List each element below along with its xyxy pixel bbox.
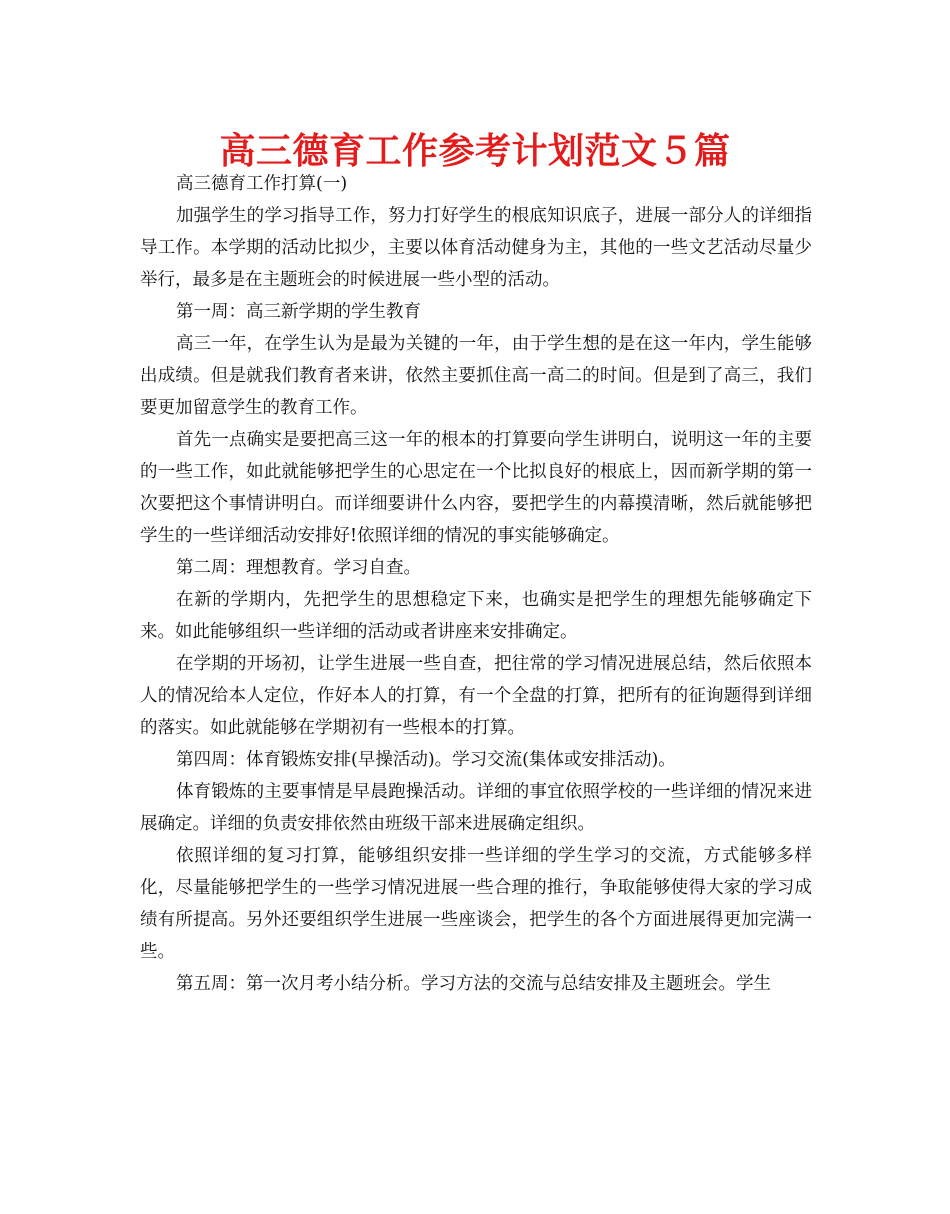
paragraph: 高三一年，在学生认为是最为关键的一年，由于学生想的是在这一年内，学生能够出成绩。但是就我们教育者来讲，依然主要抓住高一高二的时间。但是到了高三，我们要更加留意学生的教育工作。: [140, 334, 812, 418]
paragraph-week-heading: 第五周：第一次月考小结分析。学习方法的交流与总结安排及主题班会。学生: [176, 974, 771, 994]
paragraph: 在学期的开场初，让学生进展一些自查，把往常的学习情况进展总结，然后依照本人的情况给本人定位，作好本人的打算，有一个全盘的打算，把所有的征询题得到详细的落实。如此就能够在学期初有一些根本的打算。: [140, 654, 812, 738]
paragraph: 依照详细的复习打算，能够组织安排一些详细的学生学习的交流，方式能够多样化，尽量能够把学生的一些学习情况进展一些合理的推行，争取能够使得大家的学习成绩有所提高。另外还要组织学生进展一些座谈会，把学生的各个方面进展得更加完满一些。: [140, 846, 812, 962]
paragraph-week-heading: 第一周：高三新学期的学生教育: [176, 302, 421, 322]
paragraph-week-heading: 第二周：理想教育。学习自查。: [176, 558, 421, 578]
paragraph: 在新的学期内，先把学生的思想稳定下来，也确实是把学生的理想先能够确定下来。如此能够组织一些详细的活动或者讲座来安排确定。: [140, 590, 812, 642]
paragraph-week-heading: 第四周：体育锻炼安排(早操活动)。学习交流(集体或安排活动)。: [176, 750, 676, 770]
document-title: 高三德育工作参考计划范文５篇: [219, 130, 731, 172]
paragraph: 首先一点确实是要把高三这一年的根本的打算要向学生讲明白，说明这一年的主要的一些工作，如此就能够把学生的心思定在一个比拟良好的根底上，因而新学期的第一次要把这个事情讲明白。而详细要讲什么内容，要把学生的内幕摸清晰，然后就能够把学生的一些详细活动安排好!依照详细的情况的事实能够确定。: [140, 430, 812, 546]
paragraph: 加强学生的学习指导工作，努力打好学生的根底知识底子，进展一部分人的详细指导工作。本学期的活动比拟少，主要以体育活动健身为主，其他的一些文艺活动尽量少举行，最多是在主题班会的时候进展一些小型的活动。: [140, 206, 812, 290]
document-body: [140, 168, 812, 1000]
paragraph: 体育锻炼的主要事情是早晨跑操活动。详细的事宜依照学校的一些详细的情况来进展确定。详细的负责安排依然由班级干部来进展确定组织。: [140, 782, 812, 834]
paragraph-section-heading: 高三德育工作打算(一): [176, 174, 348, 194]
